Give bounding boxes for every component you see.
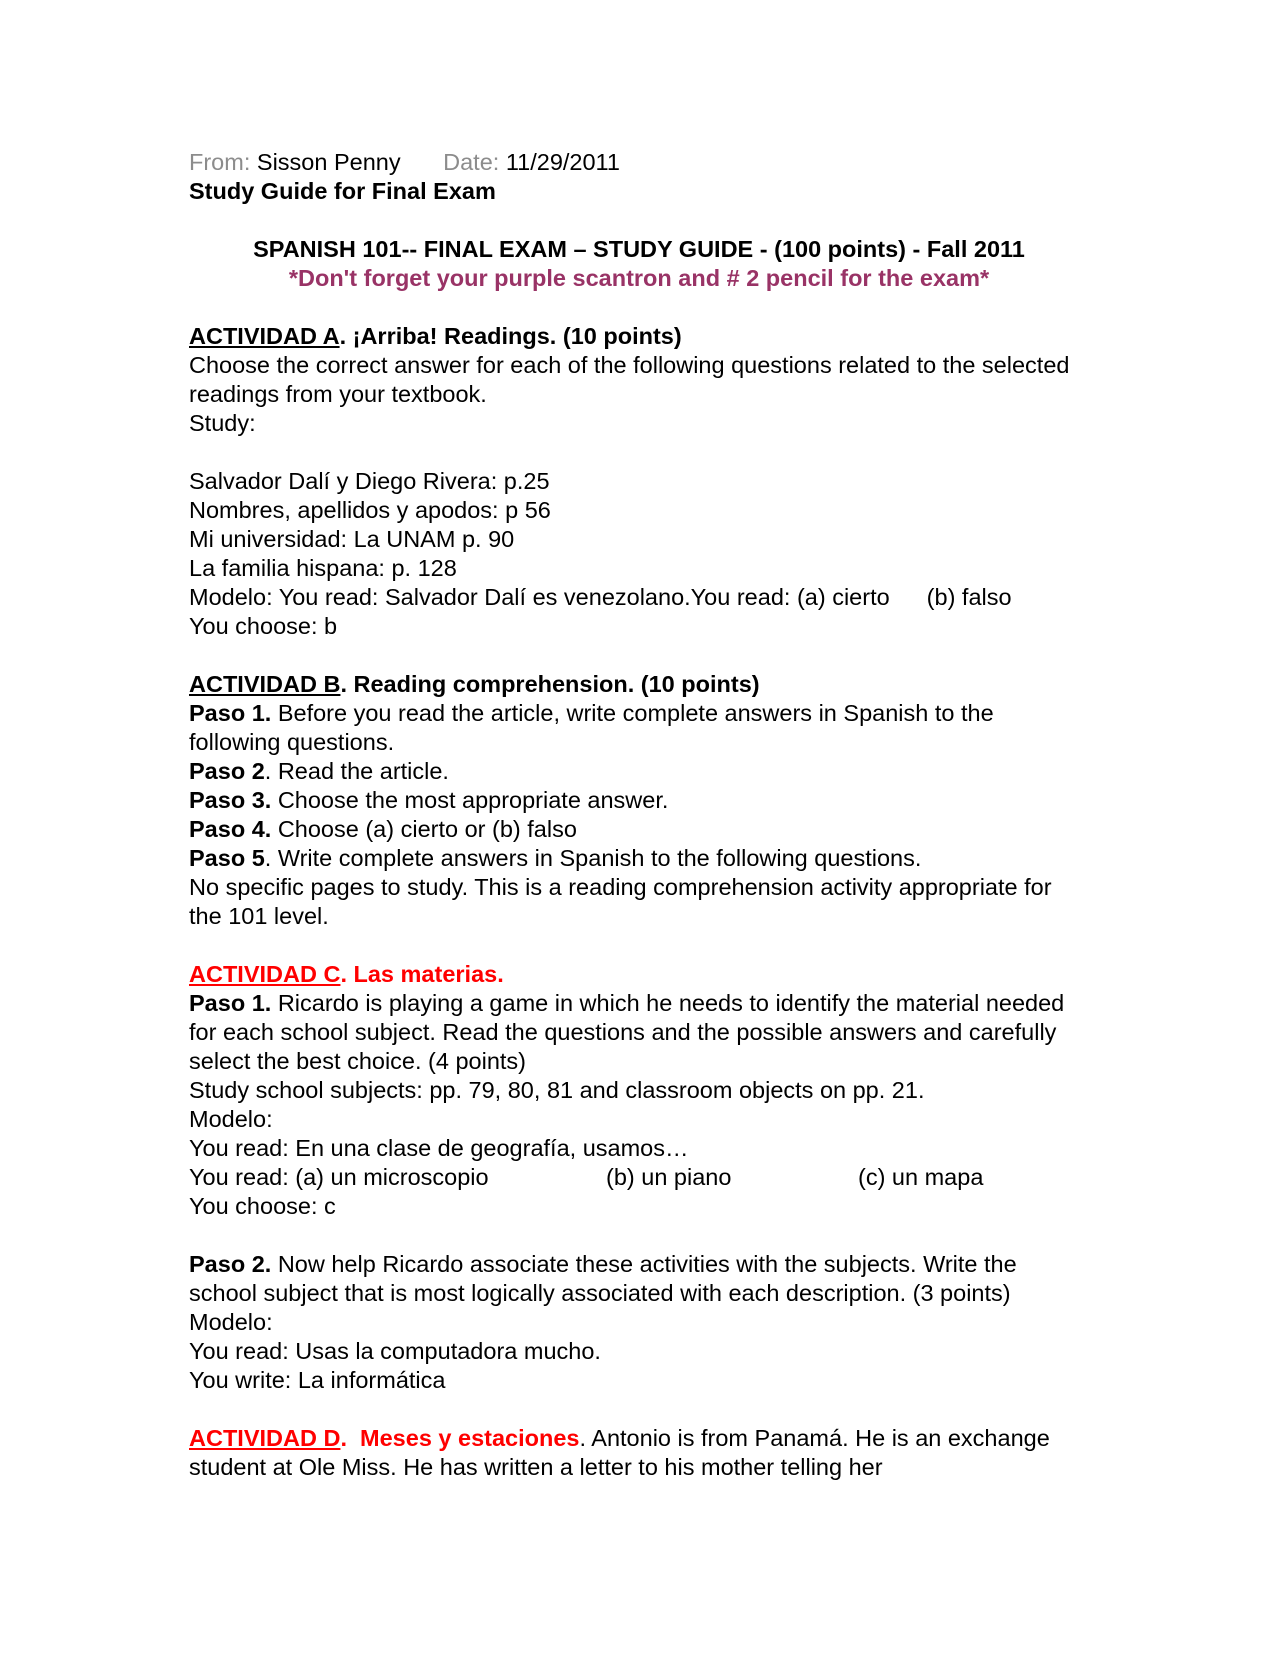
paso-label: Paso 2	[189, 758, 265, 784]
reminder-line: *Don't forget your purple scantron and # 2 pencil for the exam*	[288, 265, 990, 291]
actividad-d-label: ACTIVIDAD D	[189, 1425, 341, 1451]
paso-label: Paso 5	[189, 845, 265, 871]
from-label: From:	[189, 149, 251, 175]
from-value: Sisson Penny	[256, 149, 401, 175]
paso-label: Paso 1.	[189, 990, 272, 1016]
actividad-d-title: . Meses y estaciones	[340, 1425, 580, 1451]
paso-label: Paso 2.	[189, 1251, 272, 1277]
list-item: Mi universidad: La UNAM p. 90	[189, 526, 515, 552]
modelo-read: You read: En una clase de geografía, usamos…	[189, 1135, 689, 1161]
actividad-b-label: ACTIVIDAD B	[189, 671, 341, 697]
modelo-choose: You choose: c	[189, 1193, 336, 1219]
paso-line	[189, 1250, 1089, 1308]
paso-line	[189, 699, 1089, 757]
paso-text: Now help Ricardo associate these activities with the subjects. Write the school subject that is most logically associated with each description. (3 points)	[189, 1251, 1017, 1306]
date-value: 11/29/2011	[505, 149, 620, 175]
actividad-d-text: . Antonio is from Panamá. He is an exchange student at Ole Miss. He has written a letter to his mother telling her	[189, 1425, 1050, 1480]
actividad-d-paragraph	[189, 1424, 1089, 1482]
header-line	[189, 148, 1089, 177]
actividad-a-study: Study:	[189, 410, 256, 436]
list-item: La familia hispana: p. 128	[189, 555, 457, 581]
modelo-text: Modelo: You read: Salvador Dalí es venezolano.You read: (a) cierto	[189, 584, 890, 610]
paso-text: . Write complete answers in Spanish to the following questions.	[264, 845, 922, 871]
list-item: Salvador Dalí y Diego Rivera: p.25	[189, 468, 550, 494]
date-label: Date:	[443, 149, 500, 175]
actividad-a-choose: You choose: b	[189, 613, 338, 639]
paso-text: Choose the most appropriate answer.	[271, 787, 669, 813]
paso-line	[189, 786, 1089, 815]
actividad-a-heading	[189, 322, 1089, 351]
actividad-b-title: . Reading comprehension. (10 points)	[340, 671, 760, 697]
actividad-b-note: No specific pages to study. This is a reading comprehension activity appropriate for the 101 level.	[189, 874, 1052, 929]
actividad-a-intro: Choose the correct answer for each of the following questions related to the selected readings from your textbook.	[189, 352, 1070, 407]
actividad-a-title: . ¡Arriba! Readings. (10 points)	[339, 323, 682, 349]
actividad-b-heading	[189, 670, 1089, 699]
modelo-read: You read: Usas la computadora mucho.	[189, 1338, 601, 1364]
paso-label: Paso 1.	[189, 700, 272, 726]
paso-label: Paso 4.	[189, 816, 272, 842]
actividad-a-label: ACTIVIDAD A	[189, 323, 340, 349]
paso-label: Paso 3.	[189, 787, 272, 813]
paso-text: . Read the article.	[264, 758, 449, 784]
actividad-c-label: ACTIVIDAD C	[189, 961, 341, 987]
modelo-label: Modelo:	[189, 1106, 273, 1132]
paso-line	[189, 815, 1089, 844]
option-b: (b) un piano	[606, 1164, 732, 1190]
paso-text: Ricardo is playing a game in which he needs to identify the material needed for each school subject. Read the questions and the possible answers and carefully select the best choice. (4 points)	[189, 990, 1065, 1074]
actividad-a-modelo	[189, 583, 1089, 612]
actividad-c-title: . Las materias.	[340, 961, 504, 987]
modelo-write: You write: La informática	[189, 1367, 446, 1393]
paso-text: Before you read the article, write complete answers in Spanish to the following questions.	[189, 700, 994, 755]
actividad-c-heading	[189, 960, 1089, 989]
modelo-label: Modelo:	[189, 1309, 273, 1335]
list-item: Nombres, apellidos y apodos: p 56	[189, 497, 551, 523]
page-title: SPANISH 101-- FINAL EXAM – STUDY GUIDE - (100 points) - Fall 2011	[253, 236, 1025, 262]
subject-line: Study Guide for Final Exam	[189, 178, 496, 204]
actividad-c-study: Study school subjects: pp. 79, 80, 81 and classroom objects on pp. 21.	[189, 1077, 925, 1103]
option-c: (c) un mapa	[858, 1164, 984, 1190]
option-a: You read: (a) un microscopio	[189, 1164, 489, 1190]
paso-line	[189, 757, 1089, 786]
paso-line	[189, 989, 1089, 1076]
modelo-option-b: (b) falso	[926, 584, 1012, 610]
paso-line	[189, 844, 1089, 873]
paso-text: Choose (a) cierto or (b) falso	[271, 816, 577, 842]
document-page	[189, 148, 1089, 1482]
modelo-options	[189, 1163, 1089, 1192]
